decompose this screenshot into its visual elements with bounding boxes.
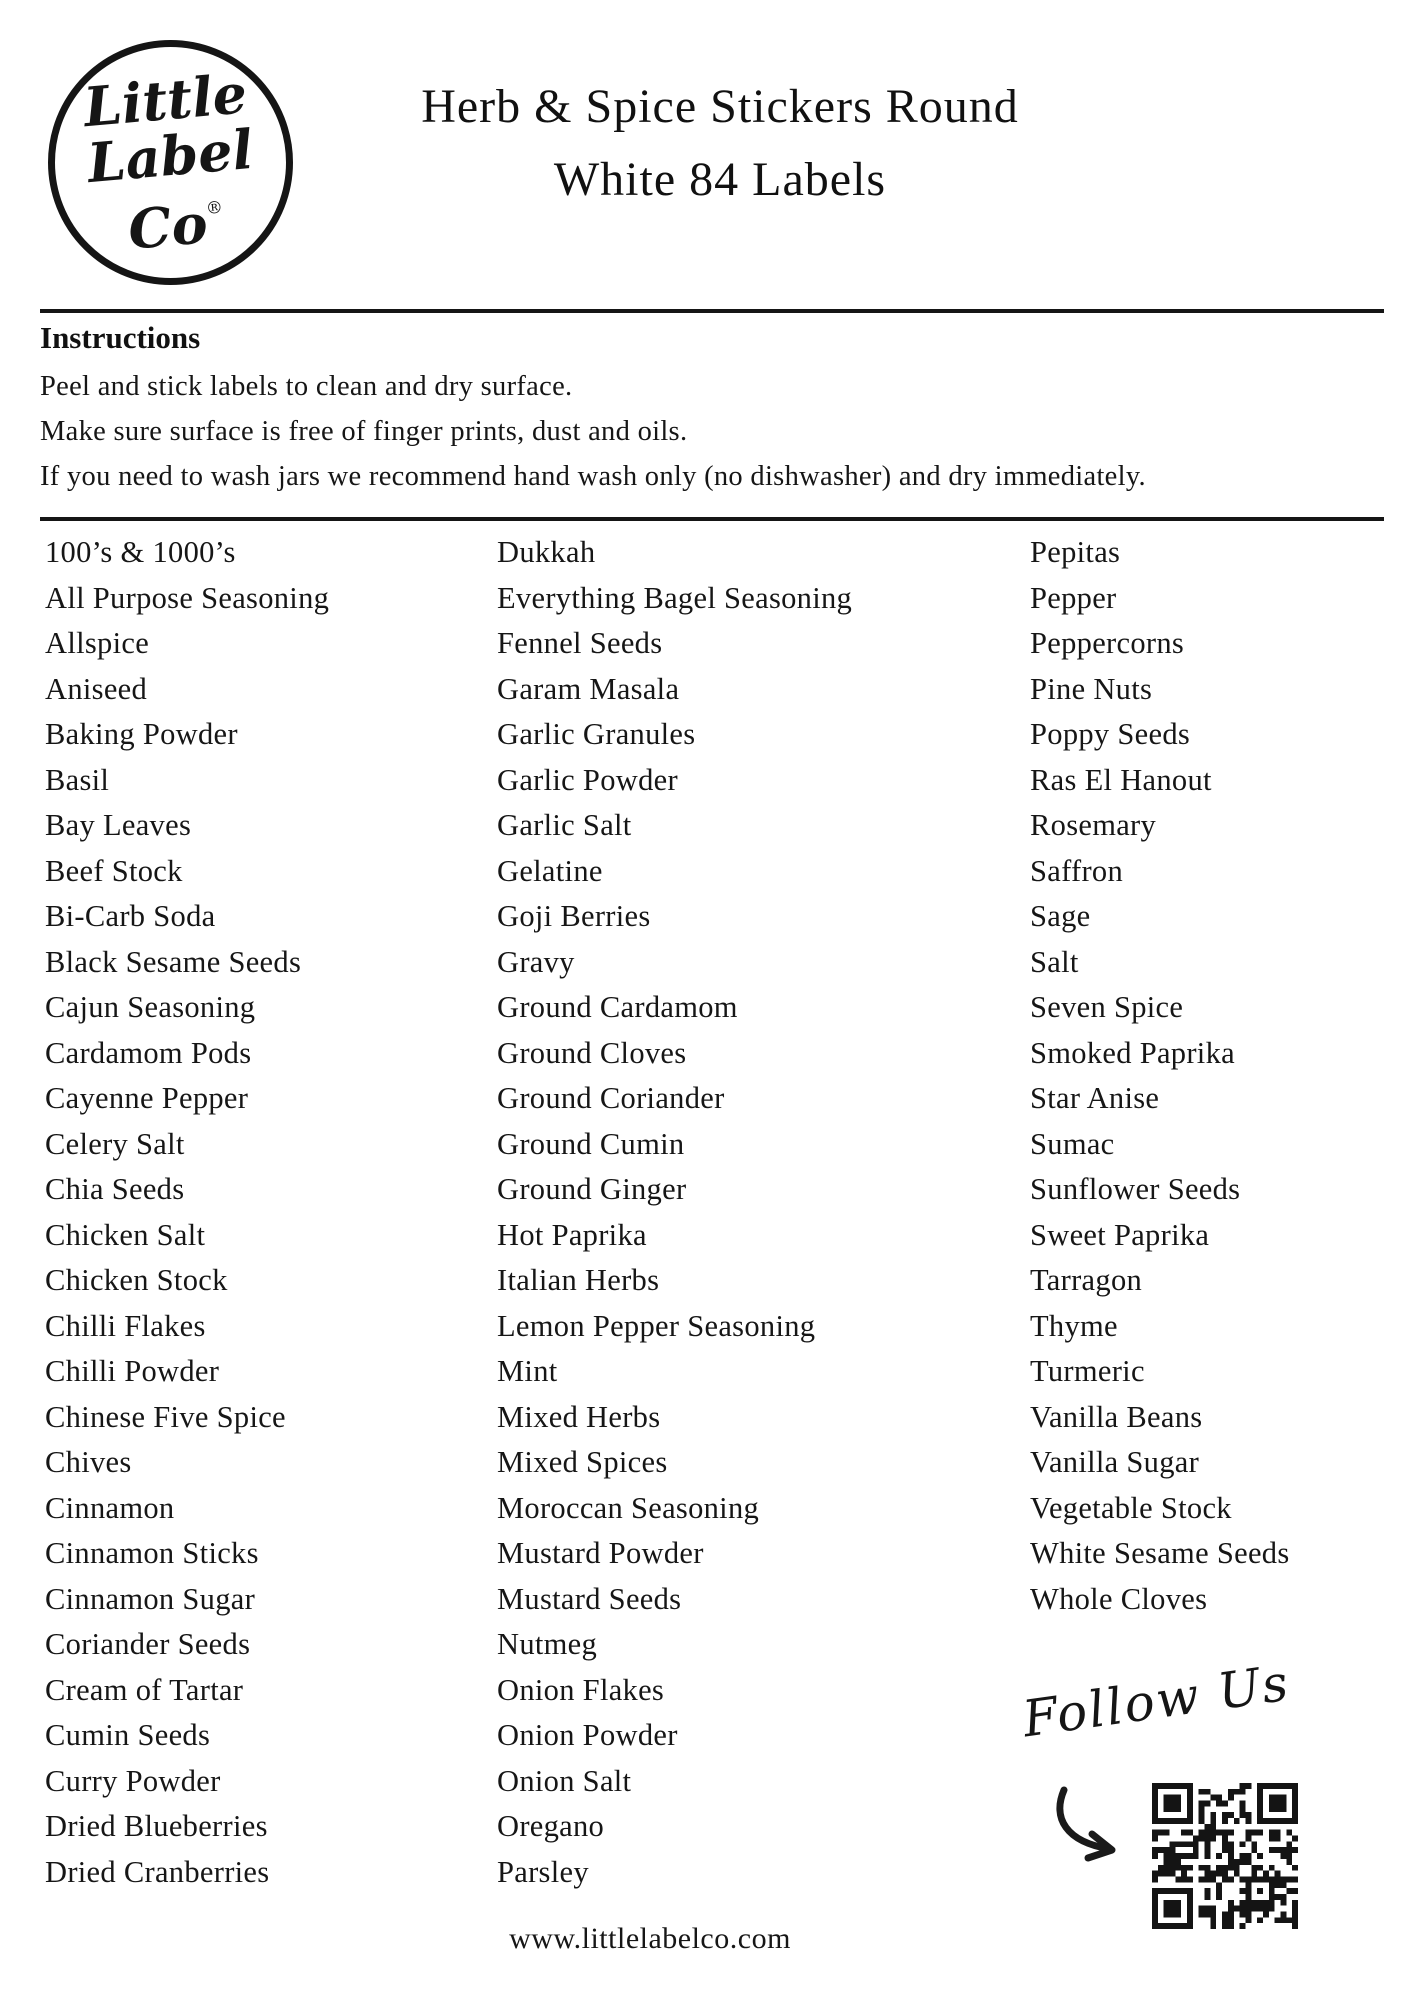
instructions-text [40,364,1146,499]
label-item: Oregano [497,1809,605,1843]
label-item: Chives [45,1445,132,1479]
label-item: Saffron [1030,853,1124,888]
label-item: Sweet Paprika [1030,1217,1210,1252]
label-item: Dried Blueberries [45,1809,268,1843]
label-item: Cardamom Pods [45,1035,252,1070]
registered-mark: ® [204,197,224,219]
label-item: Pine Nuts [1030,671,1153,706]
label-item: Thyme [1030,1308,1118,1343]
label-item: Onion Flakes [497,1672,665,1707]
label-item: Smoked Paprika [1030,1035,1235,1070]
label-item: Cream of Tartar [45,1672,244,1707]
instructions-line: Make sure surface is free of finger prints, dust and oils. [40,416,688,447]
label-item: Coriander Seeds [45,1627,251,1661]
label-item: Salt [1030,944,1079,979]
website-url: www.littlelabelco.com [509,1922,791,1955]
divider-instructions [40,517,1384,521]
label-item: Moroccan Seasoning [497,1490,760,1525]
instructions-heading: Instructions [40,320,201,355]
label-item: Allspice [45,626,150,660]
label-item: Everything Bagel Seasoning [497,580,853,615]
instructions-line: If you need to wash jars we recommend hand wash only (no dishwasher) and dry immediately. [40,461,1146,492]
label-item: Aniseed [45,671,148,706]
label-item: Ras El Hanout [1030,762,1212,797]
label-item: Onion Salt [497,1763,632,1798]
label-item: Nutmeg [497,1627,598,1661]
label-item: Rosemary [1030,808,1157,842]
label-item: Turmeric [1030,1354,1145,1388]
label-item: Chicken Stock [45,1263,228,1297]
label-item: Basil [45,762,110,797]
label-item: Chilli Flakes [45,1308,206,1343]
label-item: Seven Spice [1030,990,1184,1024]
label-item: Mustard Powder [497,1536,704,1570]
label-item: Ground Cardamom [497,990,738,1024]
label-item: Cinnamon Sugar [45,1581,256,1616]
label-item: White Sesame Seeds [1030,1536,1290,1570]
label-item: Mixed Herbs [497,1399,661,1434]
label-item: Dukkah [497,535,596,569]
label-item: Vanilla Beans [1030,1399,1203,1434]
label-item: Cumin Seeds [45,1718,211,1752]
label-item: Celery Salt [45,1126,185,1161]
curved-arrow-icon [1050,1786,1142,1868]
label-item: Tarragon [1030,1263,1143,1297]
instructions-line: Peel and stick labels to clean and dry surface. [40,371,573,402]
label-item: Cayenne Pepper [45,1081,249,1115]
page-title-line2: White 84 Labels [553,153,887,206]
label-item: Garam Masala [497,671,680,706]
label-item: Gelatine [497,853,603,888]
label-item: Garlic Salt [497,808,632,842]
label-item: Baking Powder [45,717,238,751]
label-item: Chia Seeds [45,1172,185,1206]
label-item: Vegetable Stock [1030,1490,1232,1525]
label-item: Ground Cloves [497,1035,687,1070]
label-item: Hot Paprika [497,1217,647,1252]
brand-word-co: Co [125,190,210,262]
label-item: Chinese Five Spice [45,1399,286,1434]
label-item: Bi-Carb Soda [45,899,216,933]
label-column-3 [1030,530,1290,1622]
brand-word-little: Little [80,60,250,139]
label-item: Sunflower Seeds [1030,1172,1241,1206]
label-item: Star Anise [1030,1081,1160,1115]
label-item: Bay Leaves [45,808,192,842]
label-item: 100’s & 1000’s [45,535,236,569]
label-item: Beef Stock [45,853,183,888]
label-item: Vanilla Sugar [1030,1445,1200,1479]
label-item: Fennel Seeds [497,626,663,660]
label-item: Black Sesame Seeds [45,944,302,979]
label-column-2 [497,530,852,1895]
label-item: Mint [497,1354,558,1388]
page-title-line1: Herb & Spice Stickers Round [421,80,1019,133]
label-item: Ground Cumin [497,1126,685,1161]
label-item: Garlic Granules [497,717,696,751]
label-item: All Purpose Seasoning [45,580,330,615]
label-item: Onion Powder [497,1718,678,1752]
label-item: Sage [1030,899,1091,933]
divider-top [40,309,1384,313]
label-item: Goji Berries [497,899,651,933]
brand-word-label: Label [84,116,256,195]
label-item: Mustard Seeds [497,1581,682,1616]
label-item: Cajun Seasoning [45,990,256,1024]
label-item: Dried Cranberries [45,1854,270,1889]
follow-us-text: Follow Us [1019,1653,1294,1749]
label-item: Cinnamon Sticks [45,1536,259,1570]
label-item: Ground Coriander [497,1081,725,1115]
label-item: Whole Cloves [1030,1581,1208,1616]
label-item: Cinnamon [45,1490,175,1525]
label-item: Sumac [1030,1126,1115,1161]
label-item: Ground Ginger [497,1172,687,1206]
page-title [270,70,1170,216]
label-column-1 [45,530,329,1895]
label-item: Pepper [1030,580,1117,615]
label-item: Pepitas [1030,535,1121,569]
brand-logo [48,40,293,285]
qr-code [1152,1783,1298,1929]
label-item: Chicken Salt [45,1217,206,1252]
label-item: Italian Herbs [497,1263,660,1297]
label-item: Peppercorns [1030,626,1185,660]
label-item: Chilli Powder [45,1354,220,1388]
label-item: Mixed Spices [497,1445,668,1479]
brand-logo-text [80,60,261,262]
label-item: Garlic Powder [497,762,678,797]
label-item: Lemon Pepper Seasoning [497,1308,816,1343]
label-item: Poppy Seeds [1030,717,1191,751]
label-item: Curry Powder [45,1763,221,1798]
label-item: Gravy [497,944,575,979]
label-item: Parsley [497,1854,589,1889]
